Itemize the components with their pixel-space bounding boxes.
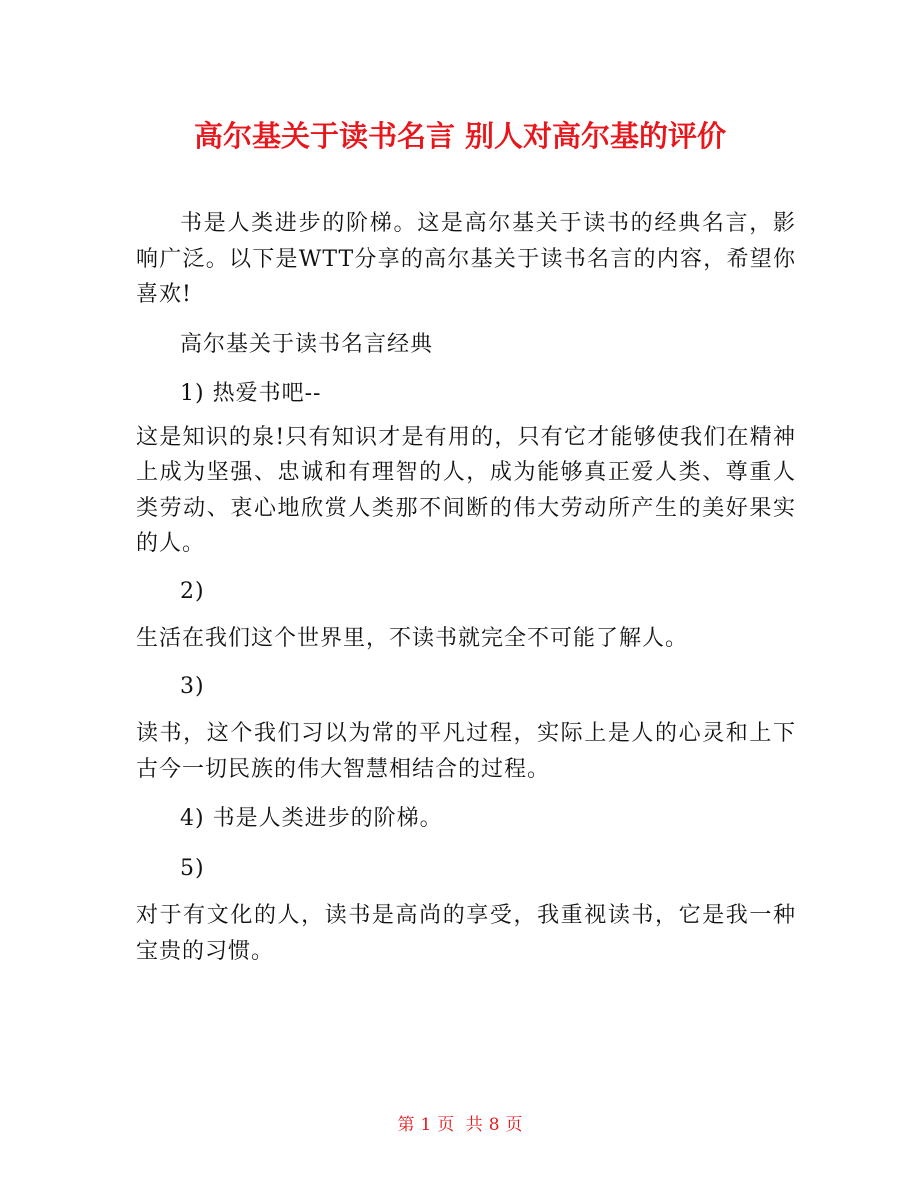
section-heading: 高尔基关于读书名言经典 xyxy=(180,331,434,357)
intro-paragraph: 书是人类进步的阶梯。这是高尔基关于读书的经典名言，影响广泛。以下是WTT分享的高尔基关于读书名言的内容，希望你喜欢! xyxy=(136,211,796,307)
document-title: 高尔基关于读书名言 别人对高尔基的评价 xyxy=(193,119,727,153)
document-body xyxy=(136,206,796,969)
quote-text-5: 对于有文化的人，读书是高尚的享受，我重视读书，它是我一种宝贵的习惯。 xyxy=(136,903,796,964)
quote-text-1: 这是知识的泉!只有知识才是有用的，只有它才能够使我们在精神上成为坚强、忠诚和有理智的人，成为能够真正爱人类、尊重人类劳动、衷心地欣赏人类那不间断的伟大劳动所产生的美好果实的人。 xyxy=(136,424,796,556)
footer-current-page: 1 xyxy=(420,1115,432,1135)
footer-prefix: 第 xyxy=(397,1115,415,1135)
footer-mid: 页 共 xyxy=(437,1115,483,1135)
quote-4: 4) 书是人类进步的阶梯。 xyxy=(180,806,443,831)
quote-text-2: 生活在我们这个世界里，不读书就完全不可能了解人。 xyxy=(136,626,689,651)
footer-suffix: 页 xyxy=(505,1115,523,1135)
quote-text-3: 读书，这个我们习以为常的平凡过程，实际上是人的心灵和上下古今一切民族的伟大智慧相结合的过程。 xyxy=(136,721,796,782)
quote-number-5: 5) xyxy=(180,855,205,881)
quote-number-3: 3) xyxy=(180,673,205,699)
quote-number-2: 2) xyxy=(180,578,205,604)
quote-number-1: 1) 热爱书吧-- xyxy=(180,381,322,406)
footer-total-pages: 8 xyxy=(488,1115,500,1135)
page-footer xyxy=(0,1111,920,1139)
